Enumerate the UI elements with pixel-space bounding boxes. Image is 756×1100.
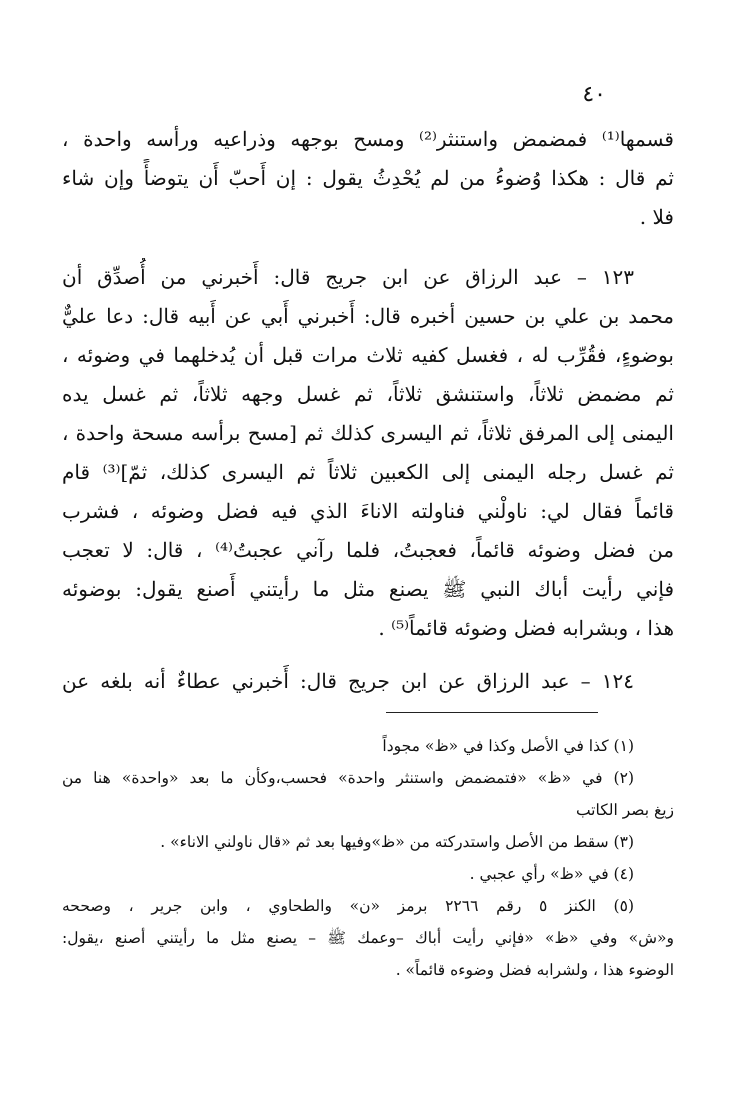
footnote-2: (٢) في «ظ» «فتمضمض واستنثر واحدة» فحسب،وكأن ما بعد «واحدة» هنا من xyxy=(62,769,634,787)
footnote-5: (٥) الكنز ٥ رقم ٢٢٦٦ برمز «ن» والطحاوي ، وابن جرير ، وصححه xyxy=(62,897,634,915)
footnote-2-continued: زيغ بصر الكاتب xyxy=(575,801,674,819)
text-line: ثم غسل رجله اليمنى إلى الكعبين ثلاثاً ثم اليسرى كذلك، ثمّ]⁽³⁾ قام xyxy=(62,460,674,484)
footnote-5-end: الوضوء هذا ، ولشرابه فضل وضوءه قائماً» . xyxy=(395,961,674,979)
footnote-1: (١) كذا في الأصل وكذا في «ظ» مجوداً xyxy=(382,737,634,755)
text-line: بوضوءٍ، فقُرِّب له ، فغسل كفيه ثلاث مرات قبل أن يُدخلهما في وضوئه ، xyxy=(62,343,674,367)
footnotes xyxy=(62,730,674,986)
text-line: هذا ، وبشرابه فضل وضوئه قائماً⁽⁵⁾ . xyxy=(378,616,674,640)
footnote-5-continued: و«ش» وفي «ظ» «فإني رأيت أباك –وعمك ﷺ – يصنع مثل ما رأيتني أصنع ،يقول: xyxy=(62,929,674,947)
footnote-4: (٤) في «ظ» رأي عجبي . xyxy=(469,865,634,883)
hadith-124-heading-line: ١٢٤ – عبد الرزاق عن ابن جريج قال: أَخبرني عطاءٌ أنه بلغه عن xyxy=(62,669,634,693)
text-line: قسمها⁽¹⁾ فمضمض واستنثر⁽²⁾ ومسح بوجهه وذراعيه ورأسه واحدة ، xyxy=(62,127,674,151)
text-line: محمد بن علي بن حسين أخبره قال: أَخبرني أَبي عن أَبيه قال: دعا عليٌّ xyxy=(62,304,674,328)
text-line: اليمنى إلى المرفق ثلاثاً، ثم اليسرى كذلك ثم [مسح برأسه مسحة واحدة ، xyxy=(62,421,674,445)
footnote-3: (٣) سقط من الأصل واستدركته من «ظ»وفيها بعد ثم «قال ناولني الاناء» . xyxy=(160,833,634,851)
text-line: فإني رأيت أباك النبي ﷺ يصنع مثل ما رأيتني أَصنع يقول: بوضوئه xyxy=(62,577,674,601)
footnote-separator xyxy=(386,712,598,713)
page-number: ٤٠ xyxy=(582,82,606,107)
hadith-123-heading-line: ١٢٣ – عبد الرزاق عن ابن جريج قال: أَخبرني من أُصدِّق أن xyxy=(62,265,634,289)
text-line: فلا . xyxy=(639,205,674,229)
text-line: من فضل وضوئه قائماً، فعجبتُ، فلما رآني عجبتُ⁽⁴⁾ ، قال: لا تعجب xyxy=(62,538,674,562)
text-line: قائماً فقال لي: ناولْني فناولته الاناءَ الذي فيه فضل وضوئه ، فشرب xyxy=(62,499,674,523)
main-text xyxy=(62,120,674,701)
text-line: ثم مضمض ثلاثاً، واستنشق ثلاثاً، ثم غسل وجهه ثلاثاً، ثم غسل يده xyxy=(62,382,674,406)
text-line: ثم قال : هكذا وُضوءُ من لم يُحْدِثُ يقول : إن أَحبّ أَن يتوضأً وإن شاء xyxy=(62,166,674,190)
